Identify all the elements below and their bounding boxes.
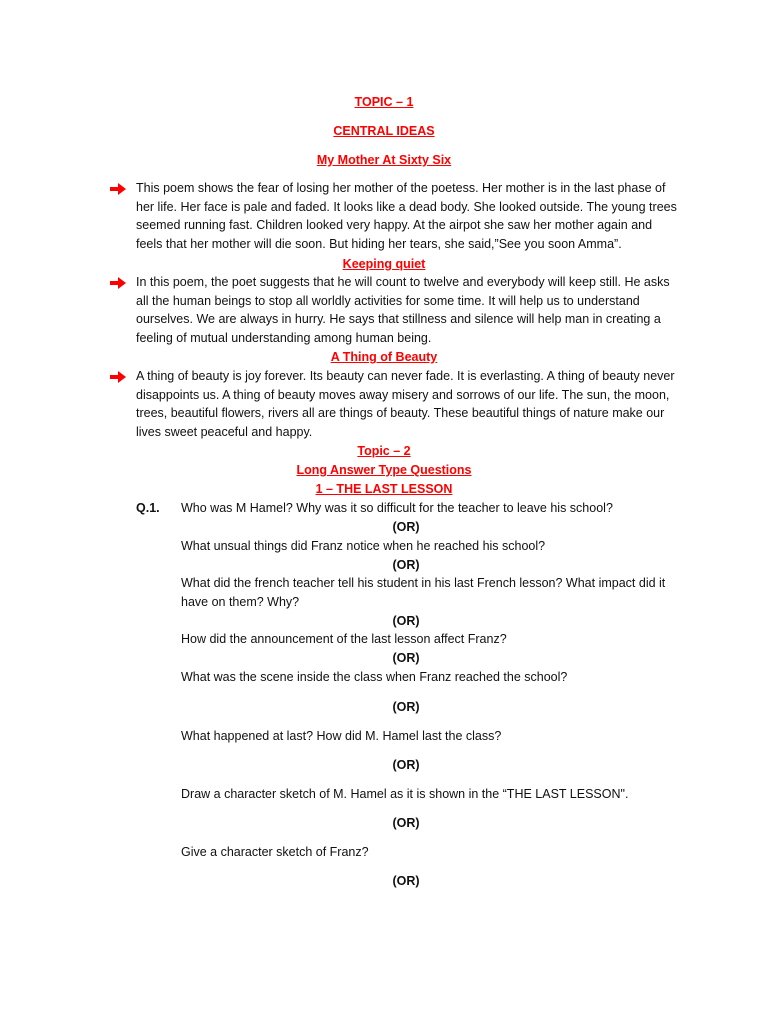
question-text: How did the announcement of the last lesson affect Franz?: [181, 632, 507, 646]
question-text: What was the scene inside the class when Franz reached the school?: [181, 670, 568, 684]
or-separator: (OR): [392, 520, 420, 534]
right-arrow-icon: [110, 277, 128, 291]
question-text: Who was M Hamel? Why was it so difficult for the teacher to leave his school?: [181, 501, 613, 515]
question-text: What happened at last? How did M. Hamel last the class?: [181, 729, 502, 743]
question-text: Draw a character sketch of M. Hamel as it is shown in the “THE LAST LESSON".: [181, 787, 629, 801]
central-idea-paragraph: In this poem, the poet suggests that he will count to twelve and everybody will keep still. He asks all the human beings to stop all worldly activities for some time. It will help us to understand ourselves. We are always in hurry. He says that stillness and silence will help man in creating a feeling of mutual understanding among human being.: [136, 275, 670, 345]
poem-title-keeping-quiet: Keeping quiet: [342, 257, 426, 271]
poem-title-my-mother: My Mother At Sixty Six: [316, 153, 452, 167]
central-idea-paragraph: This poem shows the fear of losing her mother of the poetess. Her mother is in the last phase of her life. Her face is pale and faded. It looks like a dead body. She looked outside. The young trees seemed running fast. Children looked very happy. At the airpot she saw her mother again and feels that her mother will die soon. But hiding her tears, she said,”See you soon Amma”.: [136, 181, 677, 251]
question-text: What did the french teacher tell his student in his last French lesson? What impact did it have on them? Why?: [181, 576, 666, 609]
topic-2-heading: Topic – 2: [357, 444, 411, 458]
or-separator: (OR): [392, 758, 420, 772]
question-text: What unsual things did Franz notice when he reached his school?: [181, 539, 546, 553]
chapter-heading: 1 – THE LAST LESSON: [315, 482, 453, 496]
central-ideas-heading: CENTRAL IDEAS: [333, 124, 435, 138]
or-separator: (OR): [392, 700, 420, 714]
or-separator: (OR): [392, 614, 420, 628]
or-separator: (OR): [392, 874, 420, 888]
poem-title-thing-of-beauty: A Thing of Beauty: [330, 350, 438, 364]
right-arrow-icon: [110, 371, 128, 385]
question-text: Give a character sketch of Franz?: [181, 845, 369, 859]
topic-heading: TOPIC – 1: [354, 95, 414, 109]
right-arrow-icon: [110, 183, 128, 197]
or-separator: (OR): [392, 651, 420, 665]
or-separator: (OR): [392, 816, 420, 830]
central-idea-paragraph: A thing of beauty is joy forever. Its beauty can never fade. It is everlasting. A thing of beauty never disappoints us. A thing of beauty moves away misery and sorrows of our life. The sun, the moon, trees, beautiful flowers, rivers all are things of beauty. These beautiful things of nature make our lives sweet peaceful and happy.: [136, 369, 675, 439]
long-answer-heading: Long Answer Type Questions: [296, 463, 472, 477]
or-separator: (OR): [392, 558, 420, 572]
question-number: Q.1.: [136, 501, 160, 515]
